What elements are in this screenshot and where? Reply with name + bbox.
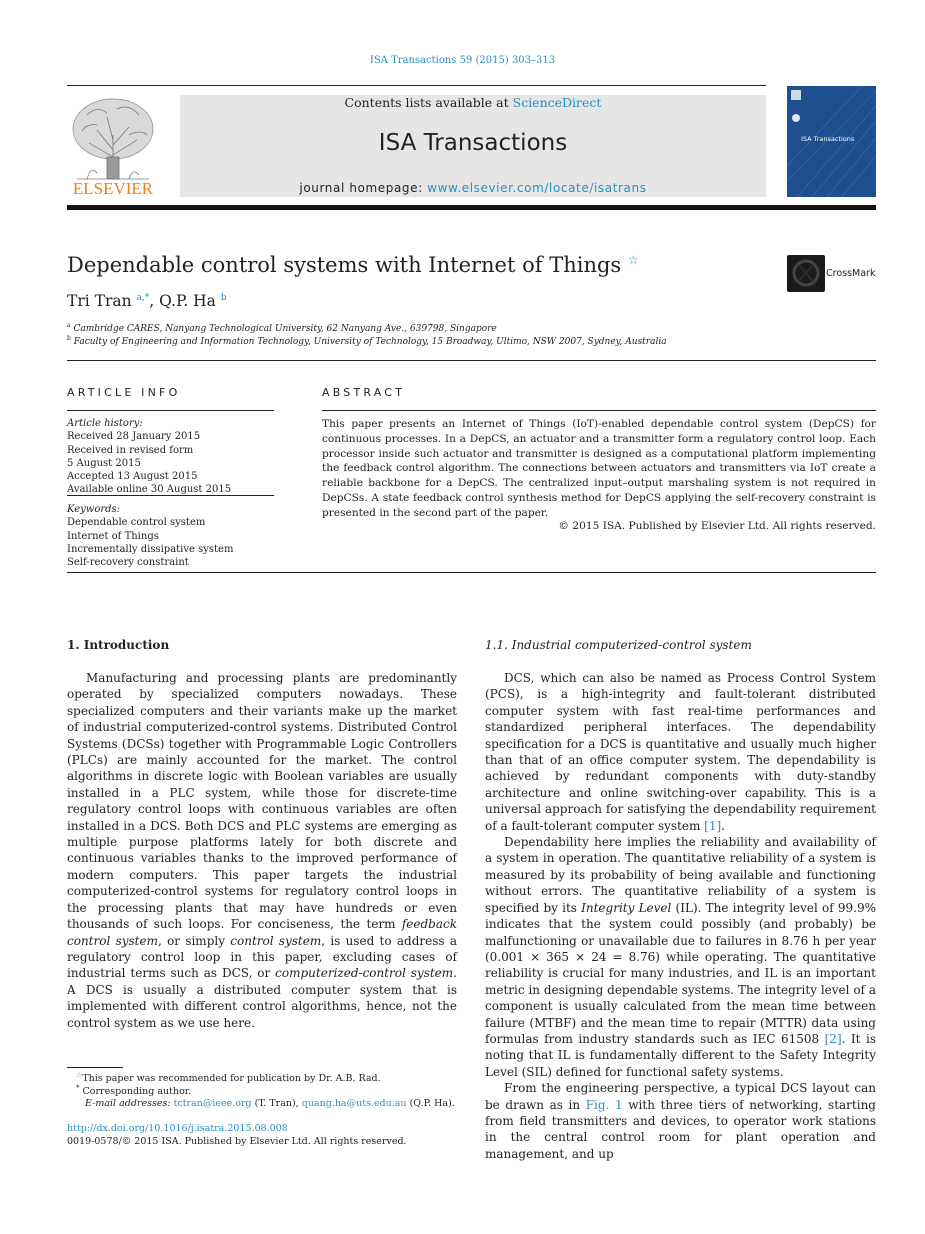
keywords-label: Keywords: <box>67 504 121 515</box>
history-received: Received 28 January 2015 <box>67 431 201 443</box>
ref-2-link[interactable]: [2] <box>824 1031 842 1046</box>
keyword-item: Self-recovery constraint <box>67 557 189 569</box>
contents-line <box>180 95 766 110</box>
email-label: E-mail addresses: <box>85 1098 174 1109</box>
author-separator: , <box>149 292 160 310</box>
footnote-corr-text: Corresponding author. <box>79 1086 192 1098</box>
email-ha-name: (Q.P. Ha). <box>406 1098 455 1109</box>
doi-link[interactable]: http://dx.doi.org/10.1016/j.isatra.2015.08.008 <box>67 1123 288 1134</box>
intro-text-c: , is used to address a regulatory control loop in this paper, excluding cases of industrial terms such as DCS, or <box>67 933 457 981</box>
history-accepted: Accepted 13 August 2015 <box>67 471 198 483</box>
footnote-recommendation <box>76 1071 381 1084</box>
author-tri-tran: Tri Tran <box>67 292 132 310</box>
intro-text-a: Manufacturing and processing plants are predominantly operated by specialized computers nowadays. These specialized computers and their variants make up the market of industrial computerized-control systems. Distributed Control Systems (DCSs) together with Programmable Logic Controllers (PLCs) are mainly accounted for the market. The control algorithms in discrete logic with Boolean variables are usually installed in a PLC system, while those for discrete-time regulatory control loops with continuous variables are often installed in a DCS. Both DCS and PLC systems are emerging as multiple purpose platforms lately for both discrete and continuous variables thanks to the improved performance of modern computers. This paper targets the industrial computerized-control systems for regulatory control loops in the processing plants that may have hundreds or even thousands of such loops. For conciseness, the term <box>67 671 457 932</box>
article-info-rule <box>67 410 274 411</box>
term-computerized-control-system: computerized-control system <box>275 966 454 981</box>
email-tran-name: (T. Tran), <box>251 1098 302 1109</box>
author1-affil-letter[interactable]: a, <box>136 292 145 303</box>
article-history <box>67 417 274 497</box>
dep-text-a: Dependability here implies the reliability and availability of a system in operation. The quantitative reliability of a system is measured by its probability of being available and functioning without errors. The quantitative reliability of a system is specified by its <box>485 835 876 915</box>
email-tran-link[interactable]: tctran@ieee.org <box>173 1098 252 1109</box>
author1-affil-mark[interactable] <box>137 293 150 303</box>
section-1-1-title: 1.1. Industrial computerized-control system <box>485 638 752 652</box>
title-block-rule <box>67 360 876 361</box>
journal-reference[interactable]: ISA Transactions 59 (2015) 303–313 <box>369 55 556 66</box>
article-info-heading: ARTICLE INFO <box>67 386 181 399</box>
article-title-text: Dependable control systems with Internet of Things <box>67 253 622 277</box>
homepage-link[interactable]: www.elsevier.com/locate/isatrans <box>427 181 647 195</box>
dependability-paragraph <box>485 834 876 1080</box>
section-1-title: 1. Introduction <box>67 638 170 652</box>
abstract-copyright: © 2015 ISA. Published by Elsevier Ltd. All rights reserved. <box>558 520 876 532</box>
history-revised-label: Received in revised form <box>67 444 194 456</box>
abstract-heading: ABSTRACT <box>322 386 406 399</box>
email-ha-link[interactable]: quang.ha@uts.edu.au <box>301 1098 407 1109</box>
keywords-rule <box>67 495 274 496</box>
journal-cover[interactable] <box>787 86 876 197</box>
keyword-item: Dependable control system <box>67 517 206 529</box>
footnote-rule <box>67 1067 123 1068</box>
author-list <box>67 292 227 310</box>
article-title <box>67 253 639 277</box>
dcs-paragraph <box>485 670 876 834</box>
footnote-corr-mark: * <box>76 1084 80 1092</box>
elsevier-logo <box>67 95 160 197</box>
term-integrity-level: Integrity Level <box>581 900 672 915</box>
author2-affil-mark[interactable]: b <box>220 292 227 303</box>
dep-text-b: (IL). The integrity level of 99.9% indicates that the system could possibly (and probably) be malfunctioning or unavailable due to failures in 8.76 h per year (0.001 × 365 × 24 = 8.76) while operating. The quantitative reliability is crucial for many industries, and IL is an important metric in designing dependable systems. The integrity level of a component is usually calculated from the mean time between failure (MTBF) and the mean time to repair (MTTR) data using formulas from industry standards such as IEC 61508 <box>485 900 877 1046</box>
layout-paragraph <box>485 1080 876 1162</box>
front-matter-end-rule <box>67 572 876 573</box>
ref-1-link[interactable]: [1] <box>704 818 722 833</box>
history-label: Article history: <box>67 418 143 429</box>
footnote-emails <box>85 1098 455 1109</box>
history-revised-date: 5 August 2015 <box>67 457 141 469</box>
abstract-rule <box>322 410 876 411</box>
affiliation-b-text: Faculty of Engineering and Information Technology, University of Technology, 15 Broadway, Ultimo, NSW 2007, Sydney, Australia <box>73 337 667 347</box>
keyword-item: Internet of Things <box>67 530 159 542</box>
abstract-text: This paper presents an Internet of Things (IoT)-enabled dependable control system (DepCS) for continuous processes. In a DepCS, an actuator and a transmitter form a regulatory control loop. Each processor inside such actuator and transmitter is designed as a computational platform implementing the feedback control algorithm. The connections between actuators and transmitters via IoT create a reliable backbone for a DepCS. The centralized input–output marshaling system is not required in DepCSs. A state feedback control synthesis method for DepCS applying the self-recovery constraint is presented in the second part of the paper. <box>322 418 876 519</box>
title-footnote-mark[interactable]: ☆ <box>627 253 639 267</box>
keywords-block <box>67 503 274 569</box>
affiliation-a-text: Cambridge CARES, Nanyang Technological University, 62 Nanyang Ave., 639798, Singapore <box>73 324 497 334</box>
intro-text-b: , or simply <box>157 933 231 948</box>
affiliation-b <box>67 335 667 347</box>
elsevier-tree-icon <box>67 95 160 197</box>
journal-name: ISA Transactions <box>378 130 568 156</box>
header-rule <box>67 85 766 86</box>
crossmark-icon <box>787 255 825 292</box>
author-qp-ha: Q.P. Ha <box>159 292 216 310</box>
issn-copyright: 0019-0578/© 2015 ISA. Published by Elsevier Ltd. All rights reserved. <box>67 1136 407 1147</box>
dep-text-c: . It is noting that IL is fundamentally different to the Safety Integrity Level (SIL) defined for functional safety systems. <box>485 1031 876 1079</box>
layout-text-b: with three tiers of networking, starting from field transmitters and devices, to operator work stations in the central control room for plant operation and management, and up <box>485 1097 876 1161</box>
cover-title: ISA Transactions <box>801 135 855 143</box>
intro-text-d: . A DCS is usually a distributed computer system that is implemented with different control algorithms, hence, not the control system as we use here. <box>67 966 457 1030</box>
fig-1-link[interactable]: Fig. 1 <box>585 1097 623 1112</box>
affiliation-a <box>67 322 497 334</box>
dcs-text-b: . <box>721 818 725 833</box>
homepage-prefix: journal homepage: <box>299 181 428 195</box>
contents-prefix: Contents lists available at <box>344 95 513 110</box>
dcs-text-a: DCS, which can also be named as Process Control System (PCS), is a high-integrity and fault-tolerant distributed computer system with fast real-time performances and standardized peripheral interfaces. The dependability specification for a DCS is quantitative and usually much higher than that of an office computer system. The dependability is achieved by redundant components with duty-standby architecture and online switching-over capability. This is a universal approach for satisfying the dependability requirement of a fault-tolerant computer system <box>485 671 876 833</box>
crossmark-badge[interactable] <box>787 255 825 292</box>
sciencedirect-link[interactable]: ScienceDirect <box>512 95 602 110</box>
affiliation-b-mark: b <box>67 335 71 342</box>
homepage-line <box>180 181 766 195</box>
publisher-wordmark: ELSEVIER <box>72 179 154 197</box>
intro-paragraph <box>67 670 457 1031</box>
header-thick-rule <box>67 205 876 210</box>
footnote-star-mark: ☆ <box>76 1071 83 1079</box>
affiliation-a-mark: a <box>67 322 71 329</box>
footnote-recommendation-text: This paper was recommended for publication by Dr. A.B. Rad. <box>82 1073 381 1085</box>
term-feedback-control-system: feedback control system <box>67 917 457 948</box>
footnote-corresponding <box>76 1084 191 1097</box>
history-online: Available online 30 August 2015 <box>67 484 232 496</box>
corresponding-star[interactable]: * <box>144 292 150 303</box>
crossmark-label[interactable]: CrossMark <box>826 268 876 279</box>
keyword-item: Incrementally dissipative system <box>67 543 234 555</box>
left-column <box>67 670 457 1031</box>
right-column <box>485 670 876 1162</box>
layout-text-a: From the engineering perspective, a typical DCS layout can be drawn as in <box>485 1081 876 1112</box>
term-control-system: control system <box>230 933 322 948</box>
